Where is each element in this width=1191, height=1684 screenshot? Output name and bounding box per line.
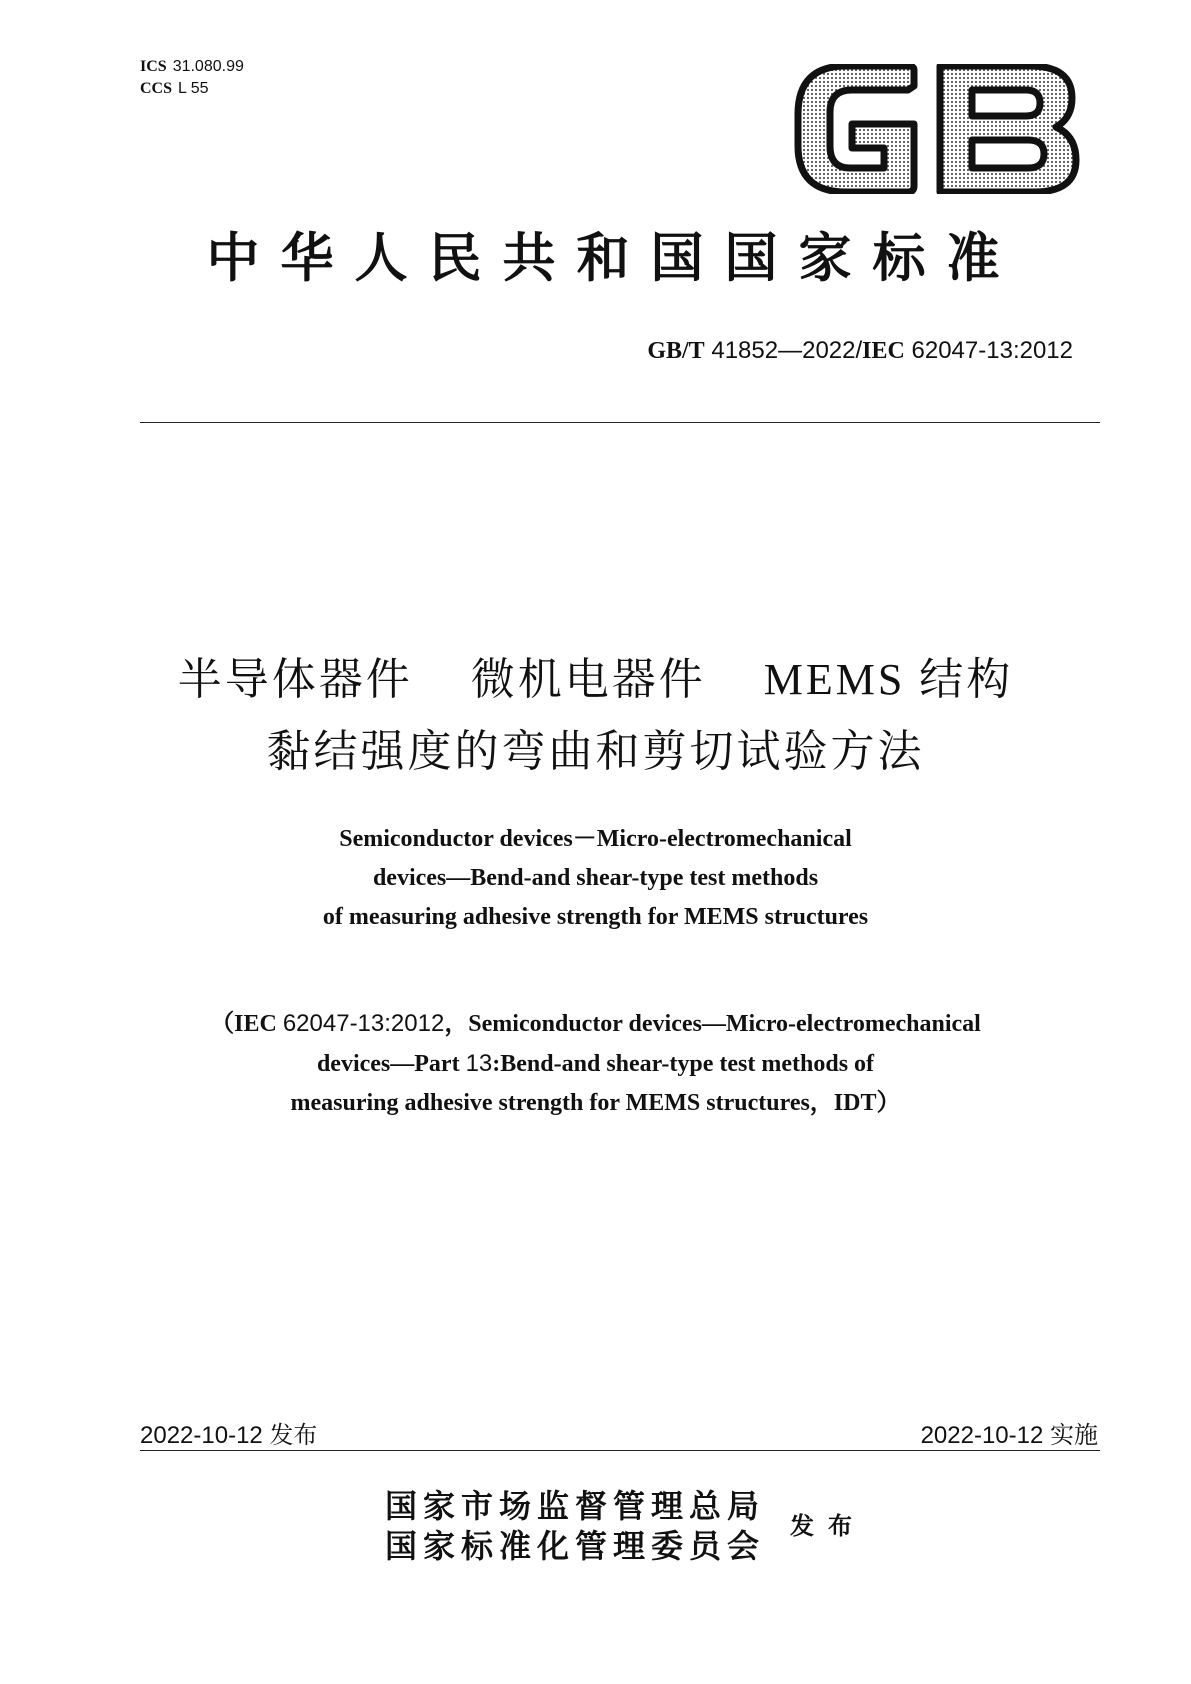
- iec-note-number: 62047-13:2012: [282, 1010, 445, 1037]
- standard-prefix: GB/T: [647, 338, 705, 364]
- classification-codes: [140, 56, 244, 100]
- iec-note-part: ，Semiconductor devices—Micro-electromechanical: [444, 1011, 981, 1037]
- iec-note-part: （IEC: [210, 1011, 283, 1037]
- national-standard-banner: 中华人民共和国国家标准: [206, 228, 1021, 289]
- iec-note-part: :Bend-and shear-type test methods of: [492, 1051, 875, 1077]
- issuer-2: 国家标准化管理委员会: [385, 1527, 766, 1565]
- ccs-label: CCS: [140, 80, 173, 97]
- gb-logo-text: GB: [790, 64, 792, 65]
- chinese-title-part-3: MEMS 结构: [763, 655, 1014, 704]
- implementation-date: 2022-10-12 实施: [920, 1422, 1098, 1449]
- ccs-code: [140, 78, 244, 100]
- iec-note-number: 13: [465, 1050, 493, 1077]
- chinese-title-part-1: 半导体器件: [177, 654, 413, 705]
- chinese-title-line-1: [0, 644, 1191, 716]
- iec-prefix: IEC: [862, 338, 905, 364]
- chinese-title-part-2: 微机电器件: [470, 654, 706, 705]
- chinese-title-line-2: 黏结强度的弯曲和剪切试验方法: [266, 726, 925, 777]
- english-title: [0, 820, 1191, 937]
- issue-date: 2022-10-12 发布: [140, 1422, 318, 1449]
- iec-note-line-2: [0, 1044, 1191, 1084]
- standard-number: [647, 337, 1073, 365]
- iec-note-part: devices—Part: [316, 1051, 466, 1077]
- english-title-line-3: of measuring adhesive strength for MEMS structures: [322, 904, 869, 930]
- iec-equivalence-note: [0, 1004, 1191, 1123]
- ics-label: ICS: [140, 58, 167, 75]
- top-divider: [140, 422, 1100, 423]
- standard-code: 41852—2022/: [711, 337, 863, 364]
- ccs-value: L 55: [178, 80, 209, 97]
- iec-note-line-1: [0, 1004, 1191, 1044]
- chinese-title: [0, 644, 1191, 788]
- english-title-line-1: Semiconductor devices－Micro-electromechanical: [339, 826, 852, 852]
- english-title-line-2: devices—Bend-and shear-type test methods: [372, 865, 819, 891]
- iec-note-line-3: measuring adhesive strength for MEMS structures，IDT）: [290, 1090, 901, 1116]
- ics-code: [140, 56, 244, 78]
- ics-value: 31.080.99: [172, 58, 244, 75]
- issuer-1: 国家市场监督管理总局: [385, 1487, 766, 1525]
- gb-logo: [790, 64, 1080, 194]
- bottom-divider: [140, 1450, 1100, 1451]
- publish-label: 发布: [790, 1511, 866, 1540]
- issuing-authorities: [385, 1486, 765, 1566]
- iec-code: 62047-13:2012: [911, 337, 1073, 364]
